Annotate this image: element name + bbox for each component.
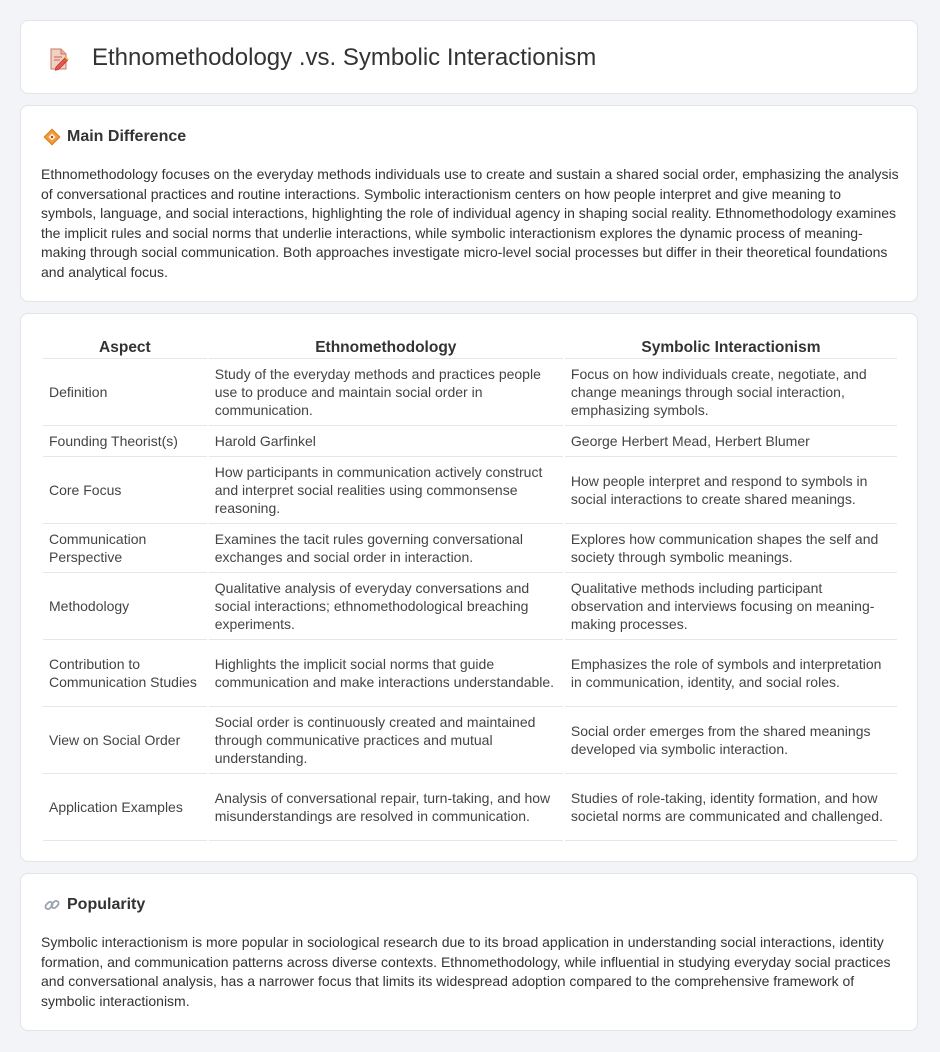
main-difference-section [20,105,918,302]
symbolic-interactionism-cell: Studies of role-taking, identity formation, and how societal norms are communicated and challenged. [565,774,897,841]
table-row [43,707,897,774]
column-header-aspect: Aspect [43,337,207,359]
aspect-cell: Methodology [43,573,207,640]
link-icon [43,896,61,914]
header-card [20,20,918,94]
ethnomethodology-cell: Social order is continuously created and maintained through communicative practices and mutual understanding. [209,707,563,774]
aspect-cell: Application Examples [43,774,207,841]
document-pencil-icon [47,47,71,71]
popularity-section [20,873,918,1031]
aspect-cell: Definition [43,359,207,426]
table-row [43,426,897,457]
ethnomethodology-cell: Analysis of conversational repair, turn-taking, and how misunderstandings are resolved in communication. [209,774,563,841]
comparison-section [20,313,918,862]
ethnomethodology-cell: Qualitative analysis of everyday conversations and social interactions; ethnomethodological breaching experiments. [209,573,563,640]
symbolic-interactionism-cell: Emphasizes the role of symbols and interpretation in communication, identity, and social roles. [565,640,897,707]
main-difference-title: Main Difference [67,128,187,145]
symbolic-interactionism-cell: Focus on how individuals create, negotiate, and change meanings through social interaction, emphasizing symbols. [565,359,897,426]
symbolic-interactionism-cell: Qualitative methods including participant observation and interviews focusing on meaning-making processes. [565,573,897,640]
aspect-cell: View on Social Order [43,707,207,774]
column-header-symbolic-interactionism: Symbolic Interactionism [565,337,897,359]
table-row [43,524,897,573]
main-difference-text: Ethnomethodology focuses on the everyday methods individuals use to create and sustain a shared social order, emphasizing the analysis of conversational practices and routine interactions. Symbolic interactionism centers on how people interpret and give meaning to symbols, language, and social interactions, highlighting the role of individual agency in shaping social reality. Ethnomethodology examines the implicit rules and social norms that underlie interactions, while symbolic interactionism explores the dynamic process of meaning-making through social communication. Both approaches investigate micro-level social processes but differ in their theoretical foundations and analytical focus. [41,166,899,280]
symbolic-interactionism-cell: Explores how communication shapes the self and society through symbolic meanings. [565,524,897,573]
table-row [43,359,897,426]
table-row [43,640,897,707]
aspect-cell: Founding Theorist(s) [43,426,207,457]
ethnomethodology-cell: Harold Garfinkel [209,426,563,457]
popularity-title: Popularity [67,896,146,913]
aspect-cell: Core Focus [43,457,207,524]
table-header-row [43,337,897,359]
ethnomethodology-cell: Examines the tacit rules governing conversational exchanges and social order in interaction. [209,524,563,573]
column-header-ethnomethodology: Ethnomethodology [209,337,563,359]
table-row [43,774,897,841]
table-row [43,457,897,524]
diamond-icon [43,128,61,146]
popularity-text: Symbolic interactionism is more popular in sociological research due to its broad application in understanding social interactions, identity formation, and communication patterns across diverse contexts. Ethnomethodology, while influential in studying everyday social practices and conversational analysis, has a narrower focus that limits its widespread adoption compared to the comprehensive framework of symbolic interactionism. [41,934,891,1009]
symbolic-interactionism-cell: How people interpret and respond to symbols in social interactions to create shared meanings. [565,457,897,524]
ethnomethodology-cell: Highlights the implicit social norms that guide communication and make interactions understandable. [209,640,563,707]
symbolic-interactionism-cell: Social order emerges from the shared meanings developed via symbolic interaction. [565,707,897,774]
table-row [43,573,897,640]
ethnomethodology-cell: Study of the everyday methods and practices people use to produce and maintain social order in communication. [209,359,563,426]
page-title: Ethnomethodology .vs. Symbolic Interactionism [92,44,597,71]
comparison-table [41,337,899,841]
symbolic-interactionism-cell: George Herbert Mead, Herbert Blumer [565,426,897,457]
ethnomethodology-cell: How participants in communication actively construct and interpret social realities using commonsense reasoning. [209,457,563,524]
aspect-cell: Communication Perspective [43,524,207,573]
aspect-cell: Contribution to Communication Studies [43,640,207,707]
